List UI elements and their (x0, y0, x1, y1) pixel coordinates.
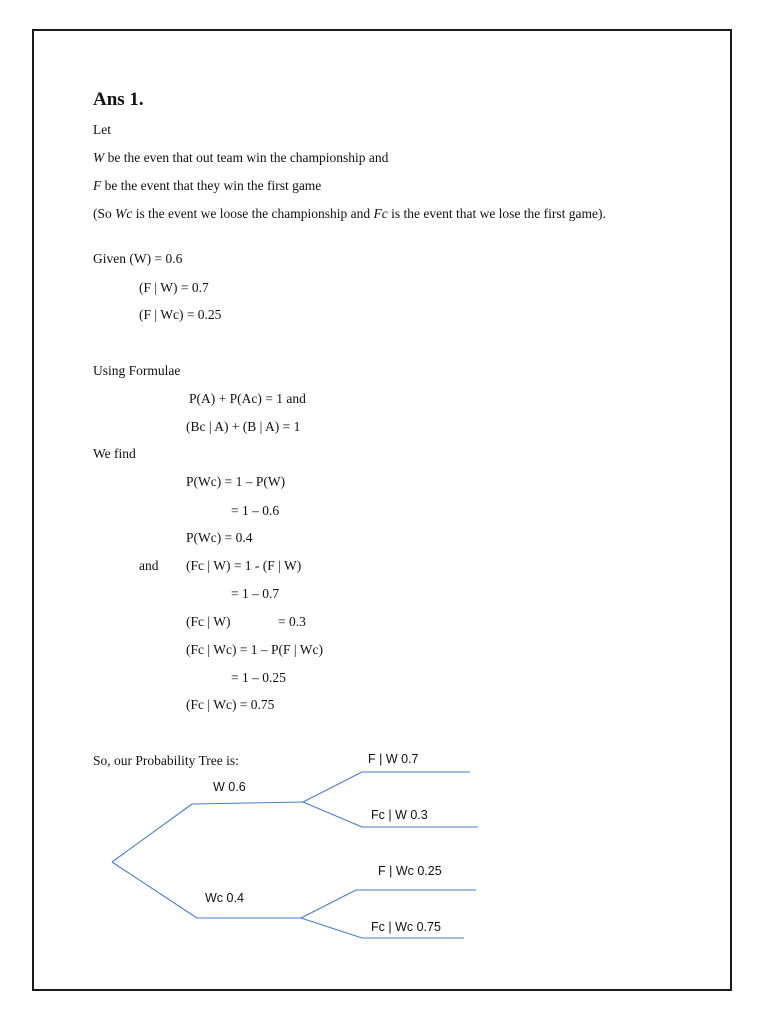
tree-label-fc-given-w: Fc | W 0.3 (371, 808, 428, 822)
f-definition-text: be the event that they win the first game (101, 178, 322, 193)
find-line-8: = 1 – 0.25 (231, 670, 286, 685)
find-line-6a: (Fc | W) (186, 614, 231, 629)
branch-root-to-wc (112, 862, 197, 918)
find-line-9: (Fc | Wc) = 0.75 (186, 697, 275, 712)
formula-1: P(A) + P(Ac) = 1 and (189, 391, 306, 406)
so-mid: is the event we loose the championship and (132, 206, 374, 221)
formula-2: (Bc | A) + (B | A) = 1 (186, 419, 301, 434)
and-label: and (139, 558, 159, 573)
find-line-6b: = 0.3 (278, 614, 306, 629)
branch-wc-to-fc (301, 918, 362, 938)
find-line-1: P(Wc) = 1 – P(W) (186, 474, 286, 489)
find-line-5: = 1 – 0.7 (231, 586, 280, 601)
branch-w-to-f (303, 772, 362, 802)
tree-label-fc-given-wc: Fc | Wc 0.75 (371, 920, 441, 934)
branch-wc-to-f (301, 890, 356, 918)
find-line-4: (Fc | W) = 1 - (F | W) (186, 558, 302, 573)
let-text: Let (93, 122, 111, 137)
tree-label-w: W 0.6 (213, 780, 246, 794)
given-line-1: Given (W) = 0.6 (93, 251, 183, 266)
given-line-3: (F | Wc) = 0.25 (139, 307, 222, 322)
given-line-2: (F | W) = 0.7 (139, 280, 209, 295)
find-line-7: (Fc | Wc) = 1 – P(F | Wc) (186, 642, 323, 657)
branch-root-to-w (112, 804, 192, 862)
answer-heading: Ans 1. (93, 89, 144, 110)
f-symbol: F (93, 178, 102, 193)
w-symbol: W (93, 150, 105, 165)
tree-label-f-given-w: F | W 0.7 (368, 752, 419, 766)
so-open: (So (93, 206, 116, 221)
tree-label-f-given-wc: F | Wc 0.25 (378, 864, 442, 878)
tree-intro: So, our Probability Tree is: (93, 753, 239, 768)
find-line-2: = 1 – 0.6 (231, 503, 280, 518)
tree-label-wc: Wc 0.4 (205, 891, 244, 905)
find-line-3: P(Wc) = 0.4 (186, 530, 253, 545)
branch-w-stem (192, 802, 303, 804)
so-end: is the event that we lose the first game). (387, 206, 606, 221)
branch-w-to-fc (303, 802, 362, 827)
w-definition-text: be the even that out team win the championship and (104, 150, 389, 165)
wc-symbol: Wc (115, 206, 133, 221)
we-find-title: We find (93, 446, 136, 461)
formulae-title: Using Formulae (93, 363, 181, 378)
fc-symbol: Fc (373, 206, 388, 221)
